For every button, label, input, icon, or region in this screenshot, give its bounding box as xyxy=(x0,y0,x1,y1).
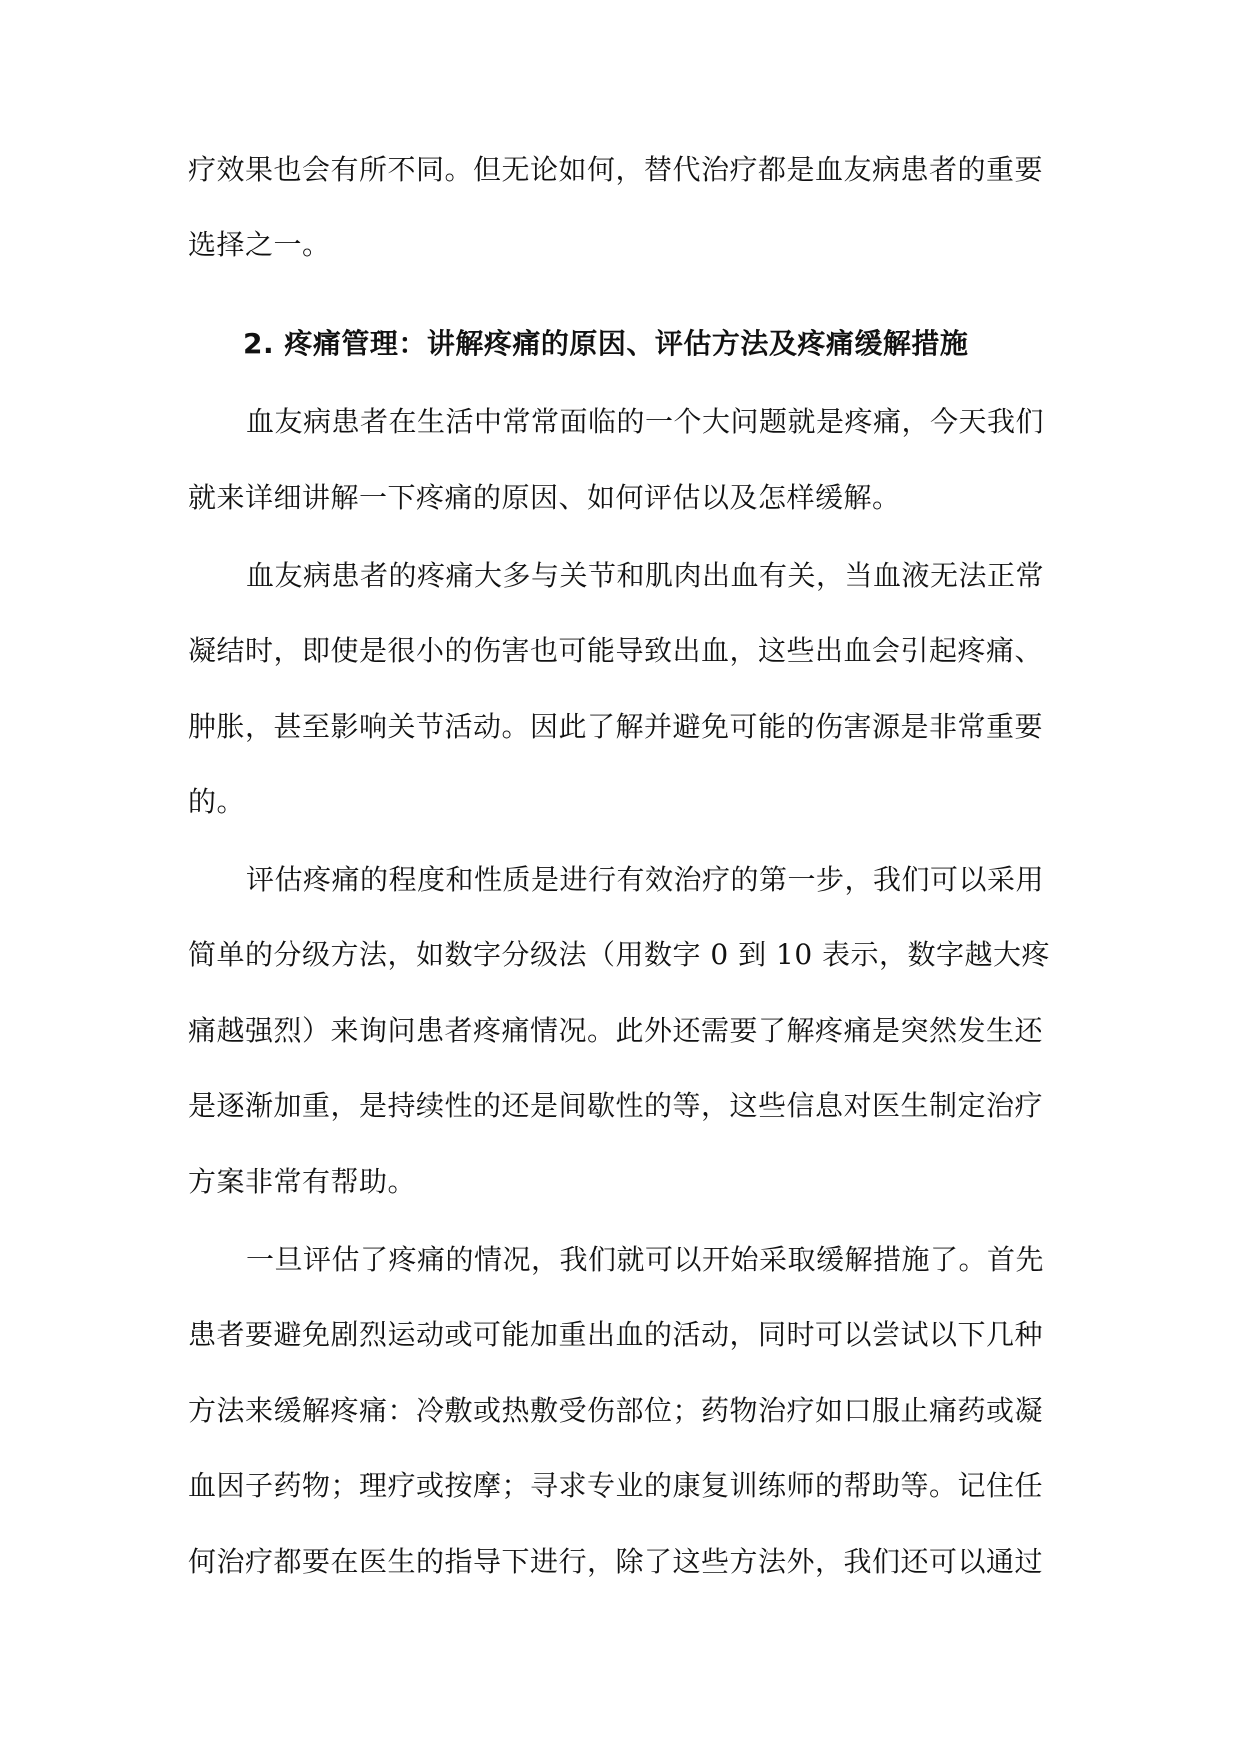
text-line: 的。 xyxy=(188,785,246,818)
paragraph-first-line: 一旦评估了疼痛的情况，我们就可以开始采取缓解措施了。首先 xyxy=(246,1243,1045,1276)
text-line: 何治疗都要在医生的指导下进行，除了这些方法外，我们还可以通过 xyxy=(188,1545,1044,1578)
text-line: 简单的分级方法，如数字分级法（用数字 0 到 10 表示，数字越大疼 xyxy=(188,938,1051,971)
section-heading: 2. 疼痛管理：讲解疼痛的原因、评估方法及疼痛缓解措施 xyxy=(243,327,969,360)
text-line: 方案非常有帮助。 xyxy=(188,1165,417,1198)
text-line: 是逐渐加重，是持续性的还是间歇性的等，这些信息对医生制定治疗 xyxy=(188,1089,1044,1122)
text-line: 疗效果也会有所不同。但无论如何，替代治疗都是血友病患者的重要 xyxy=(188,153,1044,186)
text-line: 肿胀，甚至影响关节活动。因此了解并避免可能的伤害源是非常重要 xyxy=(188,710,1044,743)
paragraph-first-line: 评估疼痛的程度和性质是进行有效治疗的第一步，我们可以采用 xyxy=(246,863,1045,896)
text-line: 患者要避免剧烈运动或可能加重出血的活动，同时可以尝试以下几种 xyxy=(188,1318,1044,1351)
text-line: 选择之一。 xyxy=(188,228,331,261)
text-line: 方法来缓解疼痛：冷敷或热敷受伤部位；药物治疗如口服止痛药或凝 xyxy=(188,1394,1044,1427)
text-line: 就来详细讲解一下疼痛的原因、如何评估以及怎样缓解。 xyxy=(188,481,901,514)
text-line: 凝结时，即使是很小的伤害也可能导致出血，这些出血会引起疼痛、 xyxy=(188,634,1044,667)
text-line: 痛越强烈）来询问患者疼痛情况。此外还需要了解疼痛是突然发生还 xyxy=(188,1014,1044,1047)
paragraph-first-line: 血友病患者在生活中常常面临的一个大问题就是疼痛，今天我们 xyxy=(246,405,1045,438)
text-line: 血因子药物；理疗或按摩；寻求专业的康复训练师的帮助等。记住任 xyxy=(188,1469,1044,1502)
paragraph-first-line: 血友病患者的疼痛大多与关节和肌肉出血有关，当血液无法正常 xyxy=(246,559,1045,592)
